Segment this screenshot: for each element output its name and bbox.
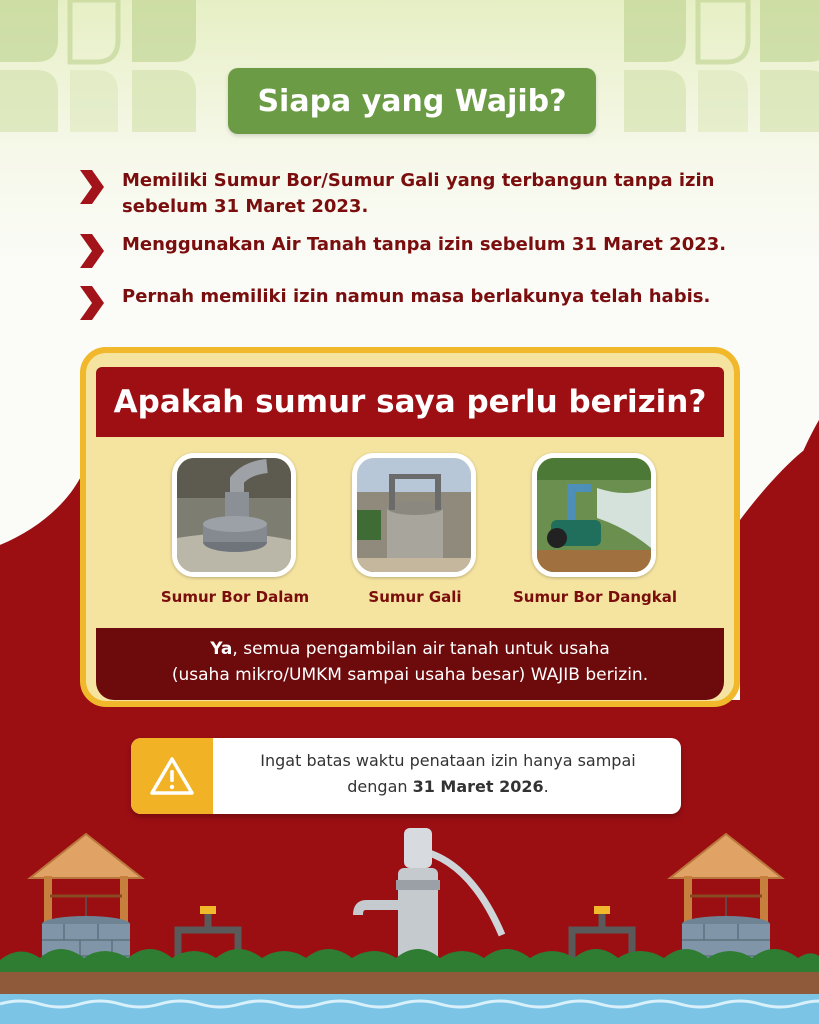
chevron-right-icon [78,168,106,206]
question-title: Apakah sumur saya perlu berizin? [96,367,724,437]
chevron-right-icon [78,232,106,270]
reminder-line [223,774,673,800]
criteria-line: sebelum 31 Maret 2023. [122,196,369,217]
chevron-right-icon [78,284,106,322]
section-title-text: Siapa yang Wajib? [257,83,567,119]
criteria-text [122,168,715,220]
question-card [80,347,740,707]
reminder-line: Ingat batas waktu penataan izin hanya sampai [260,751,636,770]
deep-borehole-photo [172,453,296,577]
reminder-deadline: 31 Maret 2026 [412,777,544,796]
answer-text [96,628,724,700]
reminder-suffix: . [543,777,549,796]
leaf-pattern-right [624,0,819,132]
deadline-reminder [131,738,681,814]
criteria-item [78,232,758,270]
answer-line [96,636,724,662]
criteria-text [122,284,710,310]
shallow-borehole-pump-photo [532,453,656,577]
criteria-text [122,232,726,258]
well-type-label: Sumur Bor Dalam [160,588,310,606]
reminder-prefix: dengan [347,777,413,796]
criteria-line: Menggunakan Air Tanah tanpa izin sebelum 31 Maret 2023. [122,234,727,255]
well-type-label: Sumur Bor Dangkal [513,588,677,606]
criteria-line: Memiliki Sumur Bor/Sumur Gali yang terbangun tanpa izin [122,170,715,191]
dug-well-photo [352,453,476,577]
criteria-item [78,284,758,322]
criteria-line: Pernah memiliki izin namun masa berlakunya telah habis. [122,286,711,307]
section-title [228,68,596,134]
warning-icon [131,738,213,814]
well-type-label: Sumur Gali [368,588,462,606]
answer-yes: Ya [210,639,233,659]
answer-line: (usaha mikro/UMKM sampai usaha besar) WAJIB berizin. [171,665,649,685]
leaf-pattern-left [0,0,196,132]
criteria-item [78,168,758,220]
reminder-text [223,748,673,800]
answer-rest: , semua pengambilan air tanah untuk usaha [232,639,610,659]
